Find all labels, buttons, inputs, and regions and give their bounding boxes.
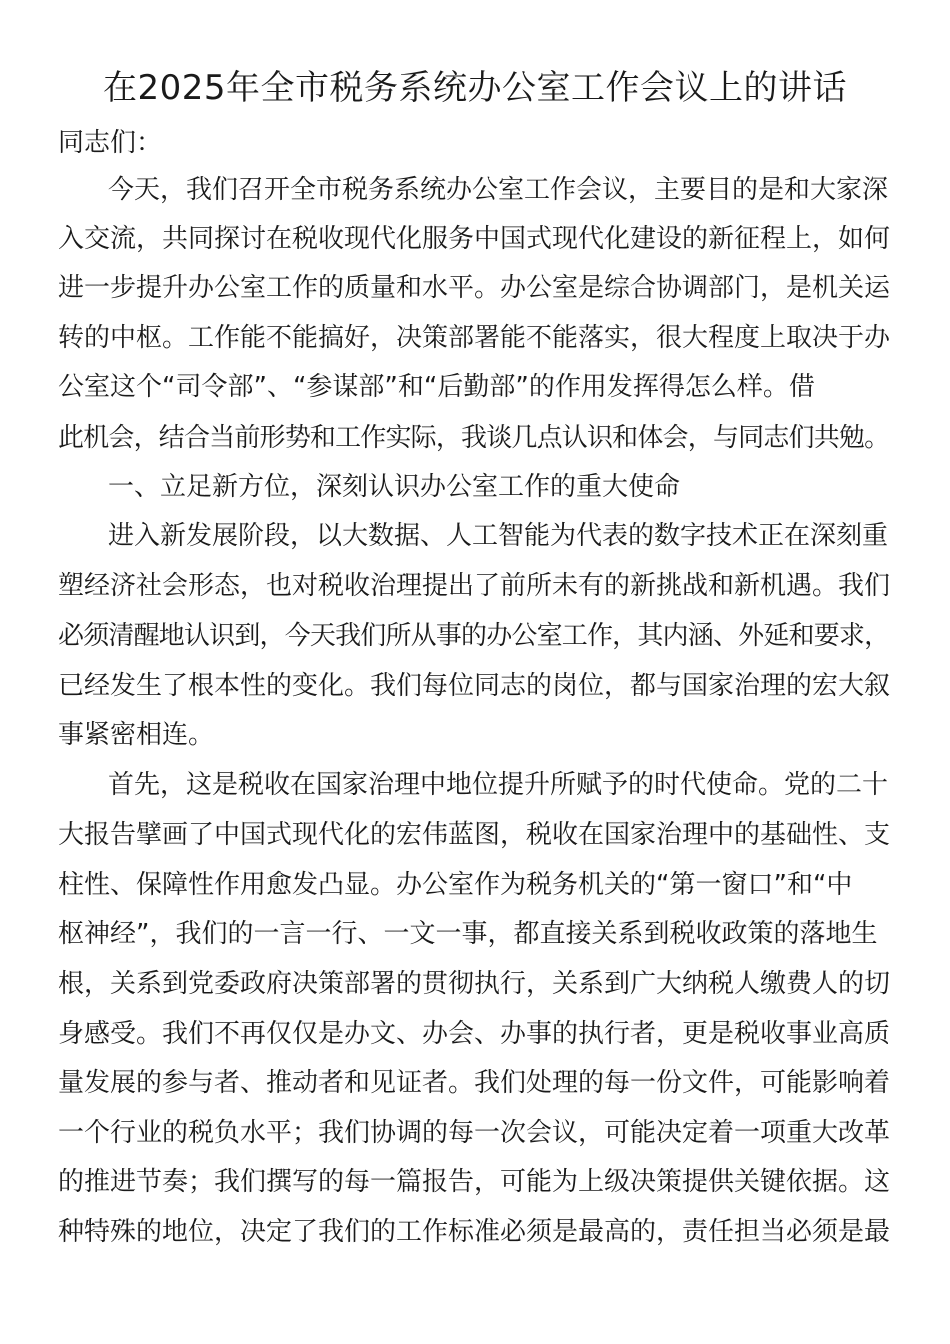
paragraph-line: 柱性、保障性作用愈发凸显。办公室作为税务机关的“第一窗口”和“中 xyxy=(58,870,853,900)
paragraph-line: 大报告擘画了中国式现代化的宏伟蓝图，税收在国家治理中的基础性、支 xyxy=(58,820,891,850)
salutation: 同志们： xyxy=(58,128,163,158)
document-title: 在2025年全市税务系统办公室工作会议上的讲话 xyxy=(102,68,848,108)
paragraph-line: 首先，这是税收在国家治理中地位提升所赋予的时代使命。党的二十 xyxy=(108,770,889,800)
paragraph-line: 事紧密相连。 xyxy=(58,720,215,750)
paragraph-line: 的推进节奏；我们撰写的每一篇报告，可能为上级决策提供关键依据。这 xyxy=(58,1167,891,1197)
paragraph-line: 根，关系到党委政府决策部署的贯彻执行，关系到广大纳税人缴费人的切 xyxy=(58,969,891,999)
paragraph-line: 必须清醒地认识到，今天我们所从事的办公室工作，其内涵、外延和要求， xyxy=(58,621,890,651)
paragraph-line: 公室这个“司令部”、“参谋部”和“后勤部”的作用发挥得怎么样。借 xyxy=(58,372,815,402)
paragraph-line: 转的中枢。工作能不能搞好，决策部署能不能落实，很大程度上取决于办 xyxy=(58,323,891,353)
section-heading: 一、立足新方位，深刻认识办公室工作的重大使命 xyxy=(108,472,681,502)
paragraph-line: 一个行业的税负水平；我们协调的每一次会议，可能决定着一项重大改革 xyxy=(58,1118,891,1148)
paragraph-line: 已经发生了根本性的变化。我们每位同志的岗位，都与国家治理的宏大叙 xyxy=(58,671,891,701)
paragraph-line: 今天，我们召开全市税务系统办公室工作会议，主要目的是和大家深 xyxy=(108,175,889,205)
paragraph-line: 进一步提升办公室工作的质量和水平。办公室是综合协调部门，是机关运 xyxy=(58,273,891,303)
paragraph-line: 此机会，结合当前形势和工作实际，我谈几点认识和体会，与同志们共勉。 xyxy=(58,423,890,453)
paragraph-line: 进入新发展阶段，以大数据、人工智能为代表的数字技术正在深刻重 xyxy=(108,521,889,551)
paragraph-line: 种特殊的地位，决定了我们的工作标准必须是最高的，责任担当必须是最 xyxy=(58,1217,891,1247)
paragraph-line: 塑经济社会形态，也对税收治理提出了前所未有的新挑战和新机遇。我们 xyxy=(58,571,891,601)
paragraph-line: 入交流，共同探讨在税收现代化服务中国式现代化建设的新征程上，如何 xyxy=(58,224,891,254)
paragraph-line: 身感受。我们不再仅仅是办文、办会、办事的执行者，更是税收事业高质 xyxy=(58,1019,891,1049)
paragraph-line: 量发展的参与者、推动者和见证者。我们处理的每一份文件，可能影响着 xyxy=(58,1068,891,1098)
paragraph-line: 枢神经”，我们的一言一行、一文一事，都直接关系到税收政策的落地生 xyxy=(58,919,878,949)
